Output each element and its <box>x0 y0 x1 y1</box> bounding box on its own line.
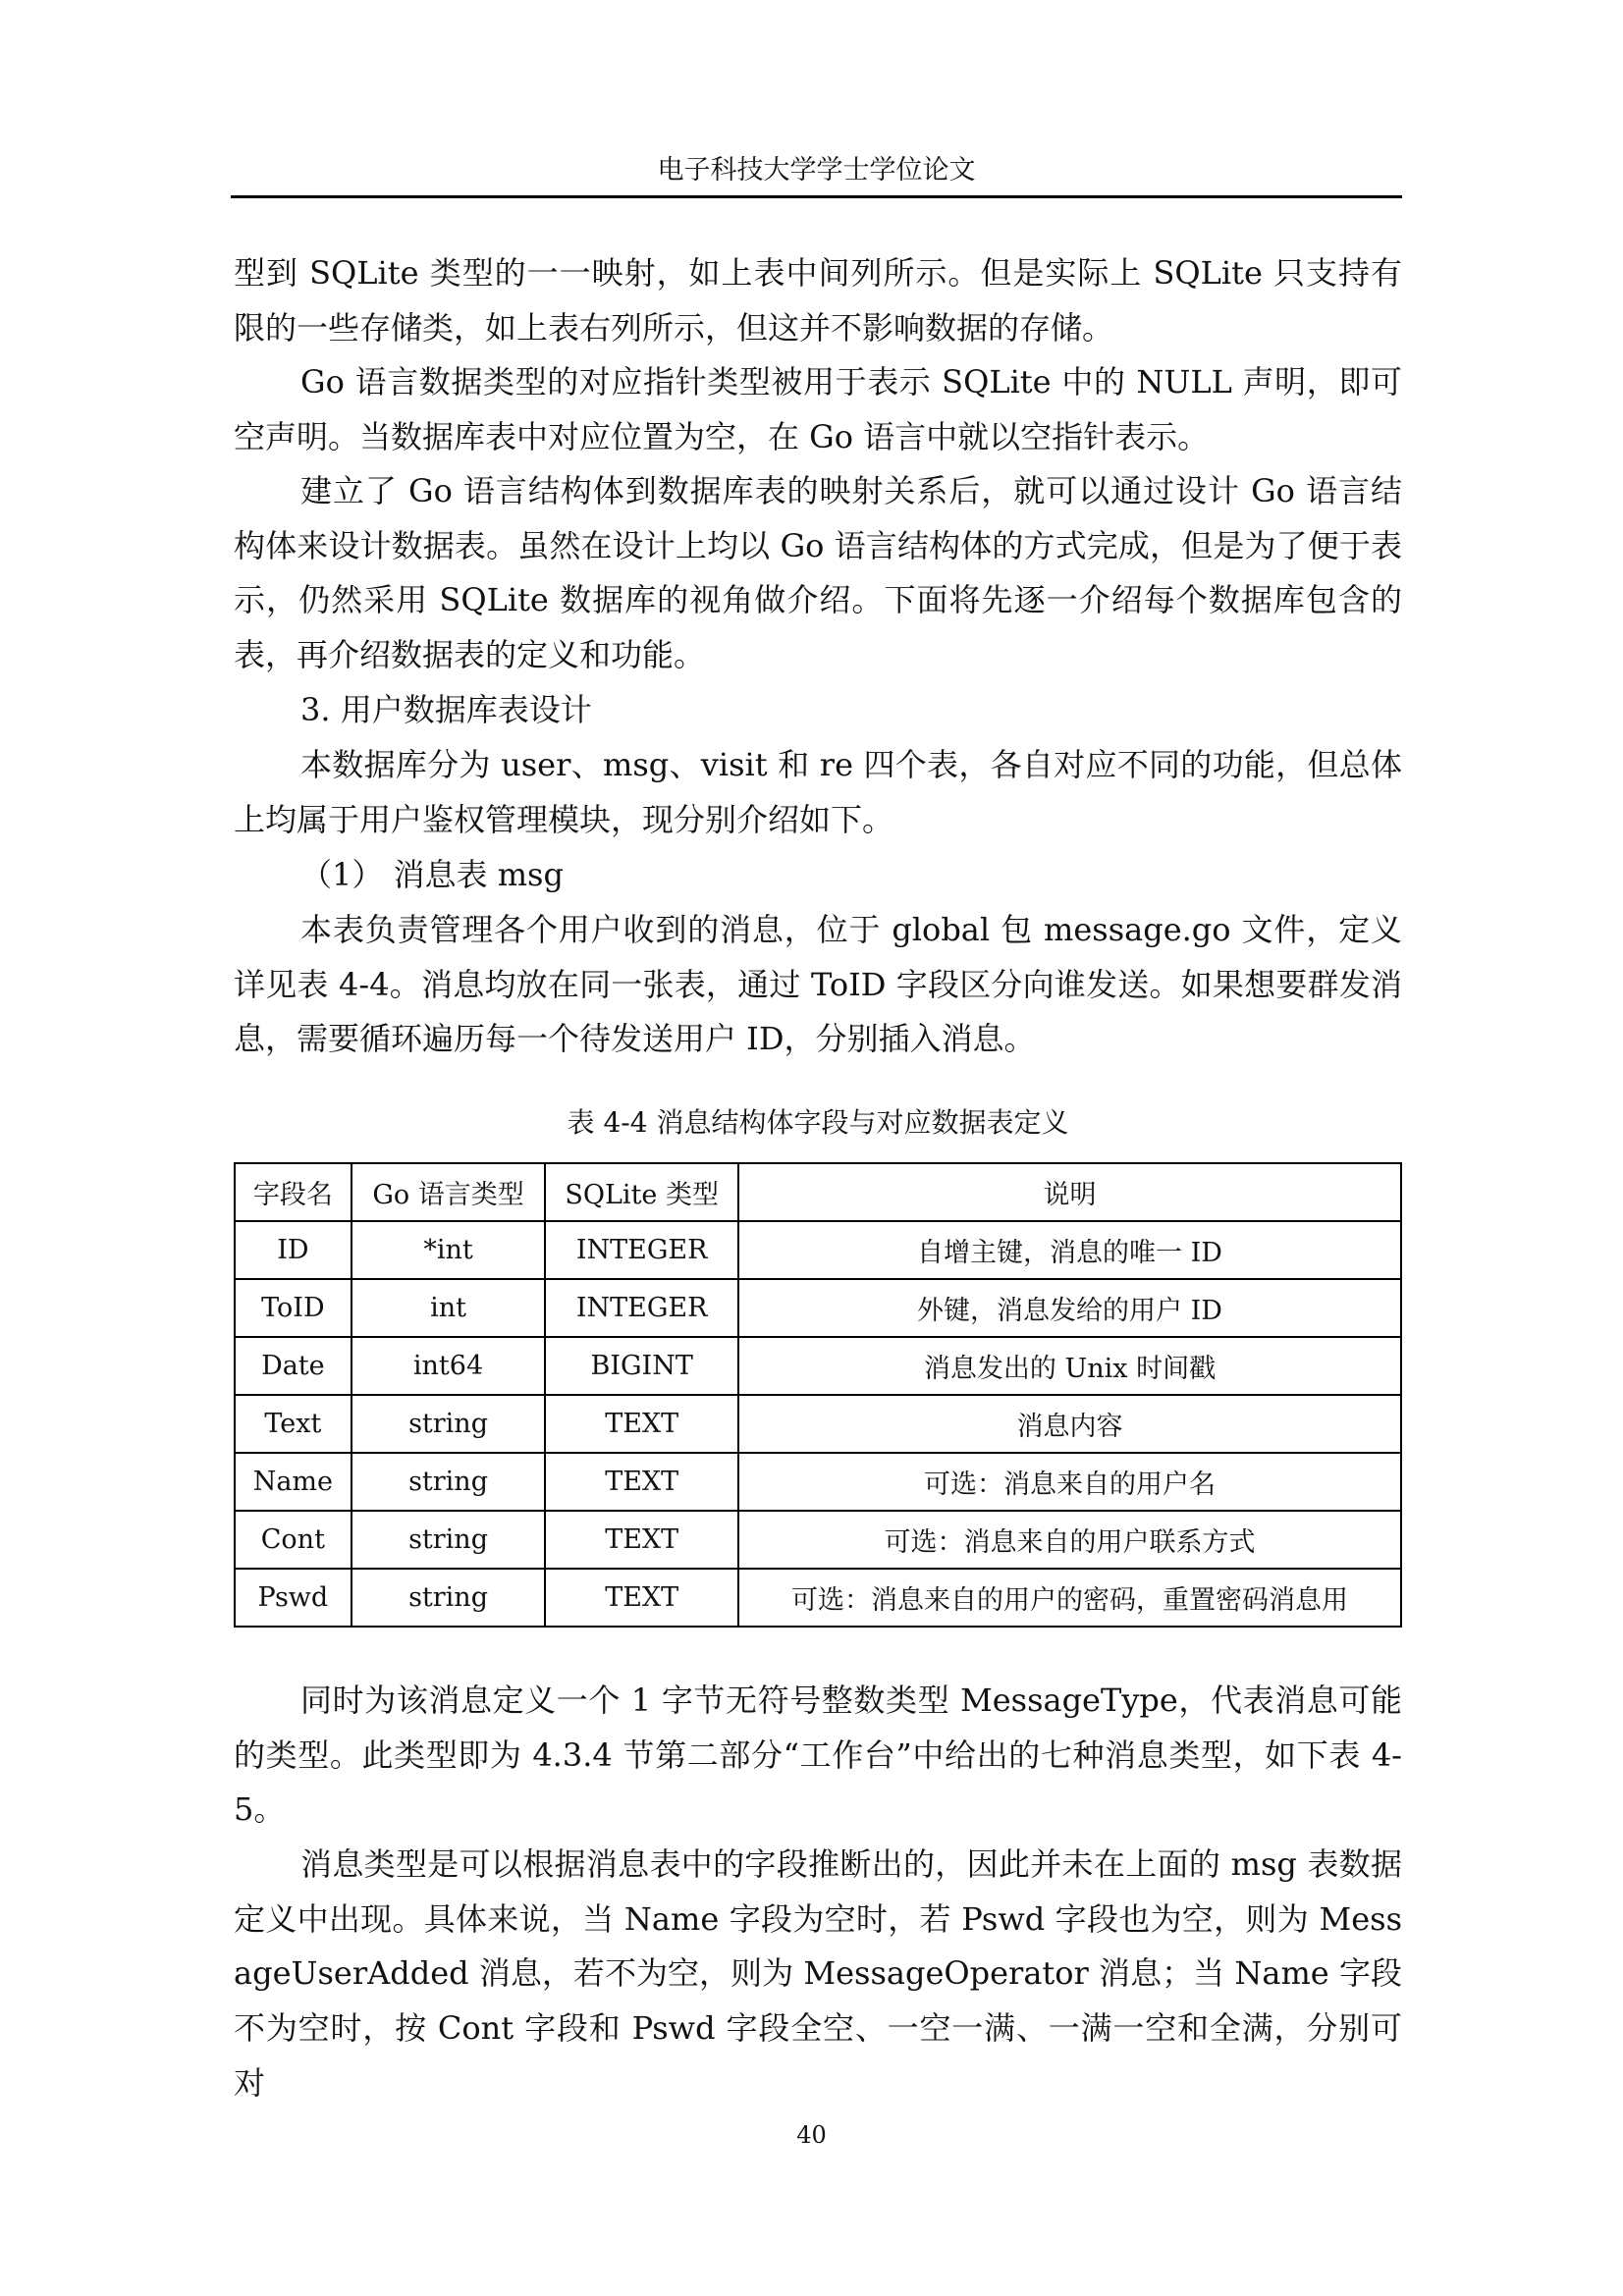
msg-definition-table <box>234 1162 1402 1628</box>
table-cell: TEXT <box>545 1453 738 1511</box>
table-cell: int64 <box>352 1337 546 1395</box>
paragraph-7: 消息类型是可以根据消息表中的字段推断出的，因此并未在上面的 msg 表数据定义中出现。具体来说，当 Name 字段为空时，若 Pswd 字段也为空，则为 MessageUserAdded 消息，若不为空，则为 MessageOperator 消息；当 Name 字段不为空时，按 Cont 字段和 Pswd 字段全空、一空一满、一满一空和全满，分别可对 <box>234 1845 1402 2102</box>
paragraph-1: 型到 SQLite 类型的一一映射，如上表中间列所示。但是实际上 SQLite 只支持有限的一些存储类，如上表右列所示，但这并不影响数据的存储。 <box>234 254 1402 347</box>
table-row <box>235 1337 1401 1395</box>
table-caption: 表 4-4 消息结构体字段与对应数据表定义 <box>567 1106 1069 1139</box>
table-cell: Date <box>235 1337 352 1395</box>
table-cell: Cont <box>235 1511 352 1569</box>
table-cell: 可选：消息来自的用户联系方式 <box>738 1511 1401 1569</box>
table-cell: 可选：消息来自的用户名 <box>738 1453 1401 1511</box>
header-rule <box>231 195 1402 198</box>
table-cell: *int <box>352 1221 546 1279</box>
table-cell: Name <box>235 1453 352 1511</box>
table-cell: 消息发出的 Unix 时间戳 <box>738 1337 1401 1395</box>
table-cell: INTEGER <box>545 1221 738 1279</box>
paragraph-3: 建立了 Go 语言结构体到数据库表的映射关系后，就可以通过设计 Go 语言结构体来设计数据表。虽然在设计上均以 Go 语言结构体的方式完成，但是为了便于表示，仍然采用 SQLite 数据库的视角做介绍。下面将先逐一介绍每个数据库包含的表，再介绍数据表的定义和功能。 <box>234 472 1402 674</box>
table-cell: BIGINT <box>545 1337 738 1395</box>
section-heading-3: 3. 用户数据库表设计 <box>300 691 592 728</box>
table-row <box>235 1279 1401 1337</box>
table-row <box>235 1395 1401 1453</box>
page-number: 40 <box>796 2121 827 2149</box>
table-row <box>235 1511 1401 1569</box>
header-cell-go-type: Go 语言类型 <box>352 1163 546 1221</box>
header-cell-sqlite-type: SQLite 类型 <box>545 1163 738 1221</box>
table-cell: string <box>352 1395 546 1453</box>
subheading-msg-table: （1） 消息表 msg <box>300 856 564 893</box>
table-cell: Text <box>235 1395 352 1453</box>
table-row <box>235 1569 1401 1627</box>
table-cell: string <box>352 1569 546 1627</box>
running-header: 电子科技大学学士学位论文 <box>657 155 976 186</box>
paragraph-5: 本表负责管理各个用户收到的消息，位于 global 包 message.go 文件，定义详见表 4-4。消息均放在同一张表，通过 ToID 字段区分向谁发送。如果想要群发消息，需要循环遍历每一个待发送用户 ID，分别插入消息。 <box>234 911 1402 1058</box>
paragraph-4: 本数据库分为 user、msg、visit 和 re 四个表，各自对应不同的功能，但总体上均属于用户鉴权管理模块，现分别介绍如下。 <box>234 746 1402 838</box>
header-cell-description: 说明 <box>738 1163 1401 1221</box>
table-cell: ID <box>235 1221 352 1279</box>
table-cell: Pswd <box>235 1569 352 1627</box>
table-cell: 可选：消息来自的用户的密码，重置密码消息用 <box>738 1569 1401 1627</box>
table-cell: int <box>352 1279 546 1337</box>
paragraph-2: Go 语言数据类型的对应指针类型被用于表示 SQLite 中的 NULL 声明，即可空声明。当数据库表中对应位置为空，在 Go 语言中就以空指针表示。 <box>234 363 1402 455</box>
paragraph-6: 同时为该消息定义一个 1 字节无符号整数类型 MessageType，代表消息可能的类型。此类型即为 4.3.4 节第二部分“工作台”中给出的七种消息类型，如下表 4-5。 <box>234 1682 1402 1829</box>
table-cell: 自增主键，消息的唯一 ID <box>738 1221 1401 1279</box>
table-header-row <box>235 1163 1401 1221</box>
header-cell-field-name: 字段名 <box>235 1163 352 1221</box>
table-cell: string <box>352 1511 546 1569</box>
table-row <box>235 1453 1401 1511</box>
table-cell: TEXT <box>545 1395 738 1453</box>
table-cell: TEXT <box>545 1511 738 1569</box>
table-row <box>235 1221 1401 1279</box>
table-cell: 消息内容 <box>738 1395 1401 1453</box>
table-cell: string <box>352 1453 546 1511</box>
table-cell: INTEGER <box>545 1279 738 1337</box>
table-cell: 外键，消息发给的用户 ID <box>738 1279 1401 1337</box>
table-cell: ToID <box>235 1279 352 1337</box>
table-cell: TEXT <box>545 1569 738 1627</box>
